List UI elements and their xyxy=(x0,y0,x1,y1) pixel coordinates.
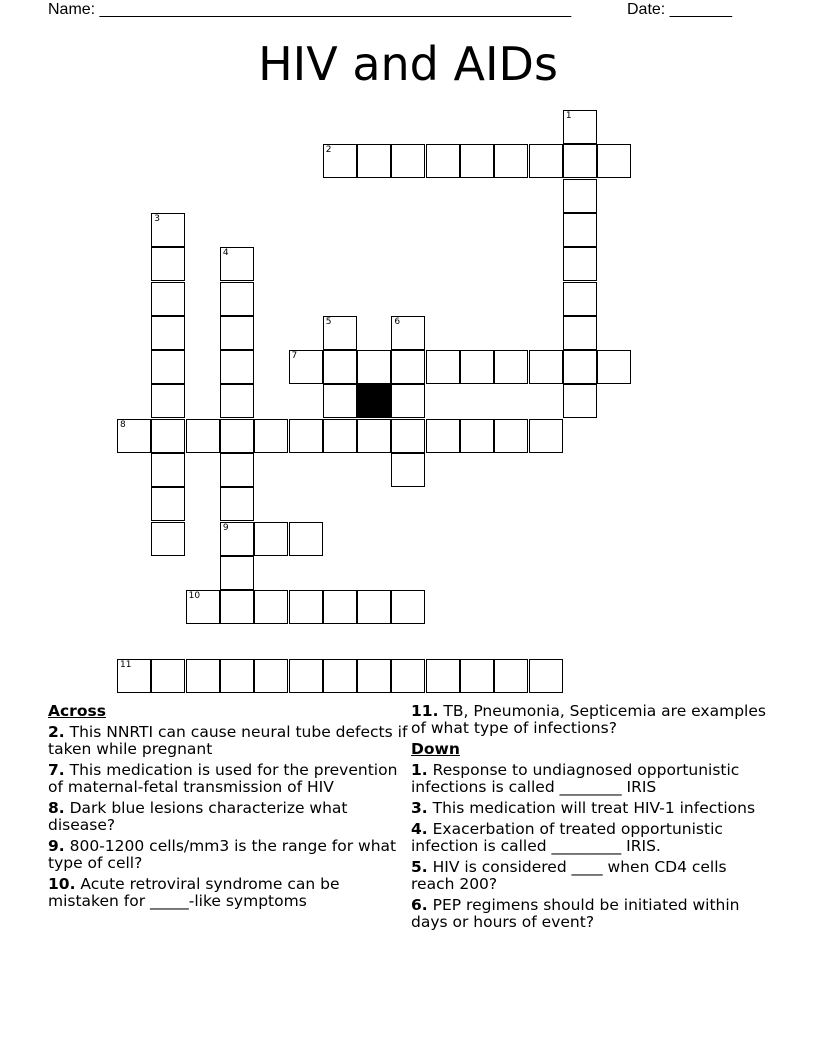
clue-text: TB, Pneumonia, Septicemia are examples of what type of infections? xyxy=(411,702,766,737)
cell-number: 3 xyxy=(154,213,161,224)
grid-cell[interactable] xyxy=(220,350,254,384)
grid-cell[interactable] xyxy=(529,419,563,453)
cell-number: 10 xyxy=(188,591,201,602)
cell-number: 2 xyxy=(325,145,332,156)
down-clue xyxy=(411,762,771,796)
grid-cell[interactable] xyxy=(151,350,185,384)
grid-cell[interactable] xyxy=(391,453,425,487)
across-clue xyxy=(48,762,408,796)
grid-cell[interactable] xyxy=(289,522,323,556)
page-title: HIV and AIDs xyxy=(258,37,558,91)
clue-text: This medication will treat HIV-1 infections xyxy=(432,799,756,817)
grid-cell[interactable] xyxy=(563,144,597,178)
grid-cell[interactable] xyxy=(460,659,494,693)
grid-cell[interactable] xyxy=(151,419,185,453)
grid-cell[interactable] xyxy=(254,659,288,693)
down-heading: Down xyxy=(411,740,460,758)
grid-cell[interactable] xyxy=(391,350,425,384)
across-clue xyxy=(48,838,408,872)
name-label: Name: _____________________________________________________ xyxy=(48,1,572,18)
clue-number: 1. xyxy=(411,761,428,779)
grid-cell[interactable] xyxy=(323,350,357,384)
cell-number: 6 xyxy=(394,316,401,327)
grid-cell[interactable] xyxy=(323,384,357,418)
grid-cell[interactable] xyxy=(597,144,631,178)
grid-cell[interactable] xyxy=(357,144,391,178)
cell-number: 4 xyxy=(222,248,229,259)
clue-text: 800-1200 cells/mm3 is the range for what type of cell? xyxy=(48,837,397,872)
grid-cell[interactable] xyxy=(220,556,254,590)
grid-cell[interactable] xyxy=(563,350,597,384)
clue-text: This medication is used for the prevention of maternal-fetal transmission of HIV xyxy=(48,761,398,796)
grid-cell[interactable] xyxy=(460,144,494,178)
grid-cell[interactable] xyxy=(494,350,528,384)
clue-number: 7. xyxy=(48,761,65,779)
grid-cell[interactable] xyxy=(220,522,254,556)
grid-cell[interactable] xyxy=(151,282,185,316)
clue-text: Exacerbation of treated opportunistic infection is called _________ IRIS. xyxy=(411,820,723,855)
across-clue xyxy=(48,800,408,834)
clues-right-column xyxy=(411,703,771,935)
grid-cell[interactable] xyxy=(151,316,185,350)
clue-text: Dark blue lesions characterize what disease? xyxy=(48,799,348,834)
clue-text: HIV is considered ____ when CD4 cells reach 200? xyxy=(411,858,727,893)
grid-cell[interactable] xyxy=(460,419,494,453)
grid-cell[interactable] xyxy=(323,659,357,693)
grid-cell[interactable] xyxy=(529,659,563,693)
grid-cell[interactable] xyxy=(323,590,357,624)
grid-cell[interactable] xyxy=(220,316,254,350)
clue-number: 10. xyxy=(48,875,76,893)
grid-cell[interactable] xyxy=(117,659,151,693)
grid-cell[interactable] xyxy=(220,419,254,453)
grid-cell[interactable] xyxy=(289,419,323,453)
clue-number: 8. xyxy=(48,799,65,817)
grid-cell[interactable] xyxy=(117,419,151,453)
grid-cell[interactable] xyxy=(151,384,185,418)
grid-cell[interactable] xyxy=(391,316,425,350)
grid-cell[interactable] xyxy=(186,659,220,693)
grid-cell[interactable] xyxy=(391,590,425,624)
cell-number: 8 xyxy=(120,419,126,430)
clue-text: Acute retroviral syndrome can be mistaken for _____-like symptoms xyxy=(48,875,340,910)
grid-cell[interactable] xyxy=(220,590,254,624)
grid-cell[interactable] xyxy=(563,247,597,281)
grid-cell[interactable] xyxy=(357,659,391,693)
grid-cell[interactable] xyxy=(357,350,391,384)
grid-cell[interactable] xyxy=(254,590,288,624)
date-label: Date: _______ xyxy=(627,1,732,18)
down-clue xyxy=(411,821,771,855)
grid-cell[interactable] xyxy=(151,659,185,693)
grid-cell[interactable] xyxy=(391,659,425,693)
grid-cell[interactable] xyxy=(426,144,460,178)
clue-number: 3. xyxy=(411,799,428,817)
grid-cell[interactable] xyxy=(186,419,220,453)
grid-cell[interactable] xyxy=(357,419,391,453)
clue-number: 6. xyxy=(411,896,428,914)
cell-number: 1 xyxy=(565,111,572,121)
down-clue xyxy=(411,859,771,893)
down-clue xyxy=(411,897,771,931)
clue-text: This NNRTI can cause neural tube defects if taken while pregnant xyxy=(48,723,408,758)
across-clue xyxy=(48,876,408,910)
clue-number: 2. xyxy=(48,723,65,741)
grid-cell[interactable] xyxy=(426,659,460,693)
grid-cell[interactable] xyxy=(220,282,254,316)
grid-cell[interactable] xyxy=(220,384,254,418)
grid-cell[interactable] xyxy=(220,453,254,487)
grid-cell[interactable] xyxy=(391,384,425,418)
clue-number: 9. xyxy=(48,837,65,855)
grid-cell[interactable] xyxy=(220,487,254,521)
grid-cell[interactable] xyxy=(186,590,220,624)
grid-cell[interactable] xyxy=(460,350,494,384)
grid-cell[interactable] xyxy=(563,213,597,247)
grid-cell[interactable] xyxy=(220,247,254,281)
grid-cell[interactable] xyxy=(563,110,597,144)
across-clue xyxy=(411,703,771,737)
grid-cell[interactable] xyxy=(563,179,597,213)
grid-cell[interactable] xyxy=(220,659,254,693)
grid-cell[interactable] xyxy=(323,144,357,178)
clue-number: 5. xyxy=(411,858,428,876)
grid-cell[interactable] xyxy=(391,144,425,178)
grid-cell[interactable] xyxy=(529,350,563,384)
clues-left-column xyxy=(48,703,408,914)
clue-number: 4. xyxy=(411,820,428,838)
grid-cell[interactable] xyxy=(494,144,528,178)
grid-cell[interactable] xyxy=(323,316,357,350)
across-clue xyxy=(48,724,408,758)
grid-cell[interactable] xyxy=(597,350,631,384)
grid-cell[interactable] xyxy=(151,522,185,556)
grid-cell[interactable] xyxy=(254,419,288,453)
clue-text: Response to undiagnosed opportunistic infections is called ________ IRIS xyxy=(411,761,740,796)
grid-cell[interactable] xyxy=(391,419,425,453)
grid-cell[interactable] xyxy=(151,247,185,281)
grid-cell[interactable] xyxy=(289,659,323,693)
across-heading: Across xyxy=(48,702,106,720)
grid-cell[interactable] xyxy=(563,384,597,418)
clue-number: 11. xyxy=(411,702,439,720)
grid-cell[interactable] xyxy=(151,213,185,247)
clue-text: PEP regimens should be initiated within days or hours of event? xyxy=(411,896,740,931)
grid-cell[interactable] xyxy=(151,487,185,521)
down-clue xyxy=(411,800,771,817)
grid-cell[interactable] xyxy=(426,419,460,453)
grid-cell[interactable] xyxy=(563,282,597,316)
cell-number: 7 xyxy=(291,351,298,362)
grid-cell[interactable] xyxy=(357,590,391,624)
grid-cell[interactable] xyxy=(494,419,528,453)
grid-cell[interactable] xyxy=(426,350,460,384)
cell-number: 11 xyxy=(120,659,132,670)
grid-cell[interactable] xyxy=(323,419,357,453)
grid-cell[interactable] xyxy=(563,316,597,350)
cell-number: 5 xyxy=(325,316,332,327)
grid-cell[interactable] xyxy=(289,350,323,384)
grid-cell[interactable] xyxy=(289,590,323,624)
black-cell xyxy=(357,384,391,418)
grid-cell[interactable] xyxy=(254,522,288,556)
grid-cell[interactable] xyxy=(529,144,563,178)
grid-cell[interactable] xyxy=(494,659,528,693)
grid-cell[interactable] xyxy=(151,453,185,487)
cell-number: 9 xyxy=(222,522,229,533)
